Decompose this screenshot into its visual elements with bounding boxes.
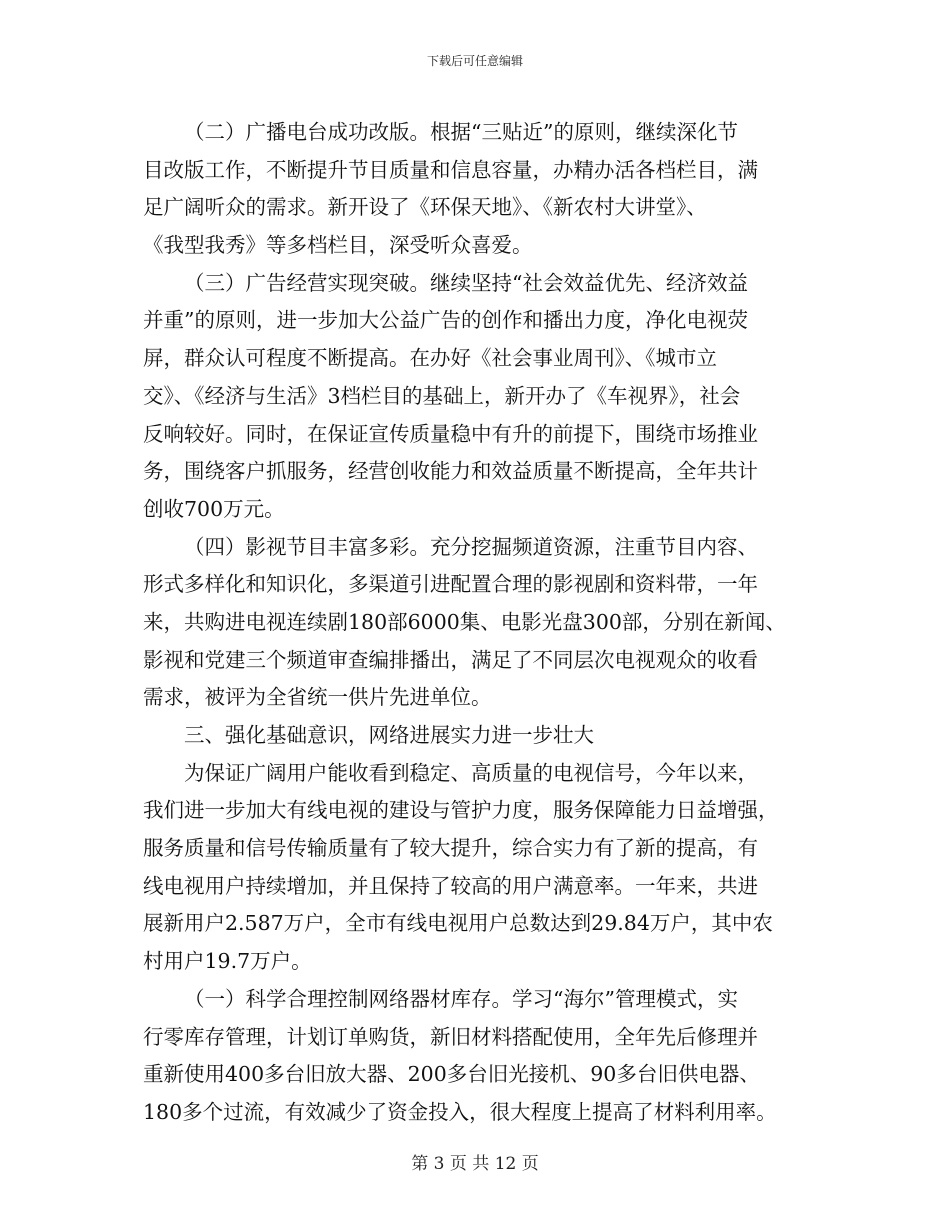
text-line: 需求，被评为全省统一供片先进单位。 [143,685,492,710]
paragraph-advertising [143,265,805,529]
text-line: 180多个过流，有效减少了资金投入，很大程度上提高了材料利用率。 [143,1099,777,1124]
text-line: 形式多样化和知识化，多渠道引进配置合理的影视剧和资料带，一年 [143,572,758,597]
text-line: 务，围绕客户抓服务，经营创收能力和效益质量不断提高，全年共计 [143,459,758,484]
text-line: 为保证广阔用户能收看到稳定、高质量的电视信号，今年以来， [184,760,758,785]
paragraph-film-tv [143,529,805,717]
text-line: （四）影视节目丰富多彩。充分挖掘频道资源，注重节目内容、 [184,534,758,559]
text-line: （二）广播电台成功改版。根据“三贴近”的原则，继续深化节 [184,120,738,144]
paragraph-inventory [143,981,805,1132]
text-line: 并重”的原则，进一步加大公益广告的创作和播出力度，净化电视荧 [143,308,748,333]
text-line: 来，共购进电视连续剧180部6000集、电影光盘300部，分别在新闻、 [143,609,786,634]
text-line: 服务质量和信号传输质量有了较大提升，综合实力有了新的提高，有 [143,836,758,861]
text-line: 屏，群众认可程度不断提高。在办好《社会事业周刊》、《城市立 [143,346,717,371]
page-header: 下载后可任意编辑 [426,54,523,68]
text-line: 展新用户2.587万户，全市有线电视用户总数达到29.84万户，其中农 [143,911,773,936]
text-line: （三）广告经营实现突破。继续坚持“社会效益优先、经济效益 [184,270,748,295]
text-line: 重新使用400多台旧放大器、200多台旧光接机、90多台旧供电器、 [143,1062,760,1087]
text-line: 《我型我秀》等多档栏目，深受听众喜爱。 [143,233,533,258]
paragraph-radio-revamp [143,114,805,265]
text-line: 行零库存管理，计划订单购货，新旧材料搭配使用，全年先后修理并 [143,1024,758,1049]
section-heading: 三、强化基础意识，网络进展实力进一步壮大 [184,723,594,747]
text-line: 反响较好。同时，在保证宣传质量稳中有升的前提下，围绕市场推业 [143,421,758,446]
text-line: 目改版工作，不断提升节目质量和信息容量，办精办活各档栏目，满 [143,157,758,182]
page-number: 第 3 页 共 12 页 [411,1154,539,1174]
text-line: 交》、《经济与生活》3档栏目的基础上，新开办了《车视界》，社会 [143,383,741,408]
text-line: 我们进一步加大有线电视的建设与管护力度，服务保障能力日益增强， [143,798,779,823]
text-line: 创收700万元。 [143,496,285,521]
section-heading-network [143,717,805,755]
text-line: 村用户19.7万户。 [143,949,312,974]
paragraph-network-users [143,755,805,981]
text-line: （一）科学合理控制网络器材库存。学习“海尔”管理模式，实 [184,986,738,1011]
text-line: 线电视用户持续增加，并且保持了较高的用户满意率。一年来，共进 [143,873,758,898]
text-line: 影视和党建三个频道审查编排播出，满足了不同层次电视观众的收看 [143,647,758,672]
document-body [143,114,805,1132]
text-line: 足广阔听众的需求。新开设了《环保天地》、《新农村大讲堂》、 [143,195,707,220]
